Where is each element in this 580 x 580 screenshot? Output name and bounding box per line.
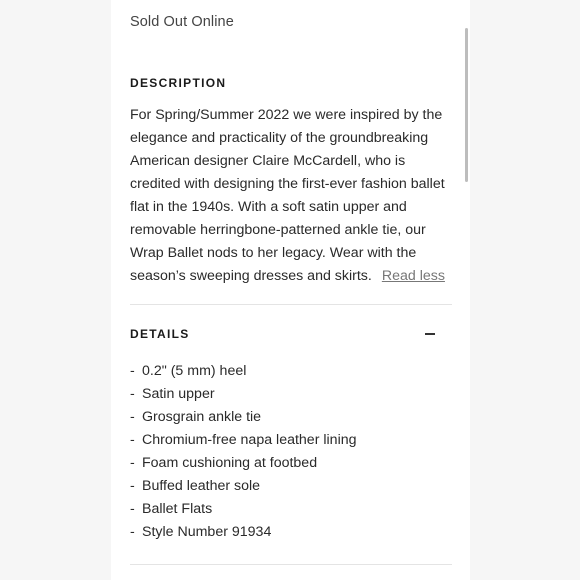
list-item: - Foam cushioning at footbed [130, 452, 357, 475]
details-item-text: Chromium-free napa leather lining [142, 432, 357, 448]
product-info-panel [111, 0, 470, 580]
description-line: flat in the 1940s. With a soft satin upper and [130, 199, 407, 215]
read-less-link[interactable]: Read less [381, 268, 445, 284]
description-line-text: season’s sweeping dresses and skirts. [130, 268, 372, 284]
scrollbar-thumb[interactable] [465, 28, 468, 182]
details-item-text: Style Number 91934 [142, 524, 272, 540]
minus-icon[interactable] [425, 333, 435, 335]
details-item-text: Ballet Flats [142, 501, 213, 517]
details-list [130, 360, 357, 544]
description-text [130, 104, 452, 288]
list-item: - Chromium-free napa leather lining [130, 429, 357, 452]
description-line: credited with designing the first-ever fashion ballet [130, 176, 445, 192]
list-item: - Grosgrain ankle tie [130, 406, 357, 429]
section-divider [130, 564, 452, 565]
description-line: Wrap Ballet nods to her legacy. Wear with the [130, 245, 417, 261]
details-item-text: Foam cushioning at footbed [142, 455, 318, 471]
description-line: elegance and practicality of the groundbreaking [130, 130, 429, 146]
section-divider [130, 304, 452, 305]
list-item: - Style Number 91934 [130, 521, 357, 544]
details-accordion-header[interactable] [130, 326, 452, 342]
details-item-text: 0.2" (5 mm) heel [142, 363, 247, 379]
list-item: - Satin upper [130, 383, 357, 406]
list-item: - 0.2" (5 mm) heel [130, 360, 357, 383]
details-item-text: Buffed leather sole [142, 478, 261, 494]
description-line: removable herringbone-patterned ankle tie, our [130, 222, 426, 238]
details-item-text: Satin upper [142, 386, 215, 402]
description-line: American designer Claire McCardell, who is [130, 153, 406, 169]
description-line [130, 265, 452, 288]
list-item: - Ballet Flats [130, 498, 357, 521]
availability-status: Sold Out Online [130, 14, 234, 30]
list-item: - Buffed leather sole [130, 475, 357, 498]
details-title: DETAILS [130, 327, 190, 341]
details-item-text: Grosgrain ankle tie [142, 409, 262, 425]
description-title: DESCRIPTION [130, 76, 227, 90]
description-line: For Spring/Summer 2022 we were inspired by the [130, 107, 443, 123]
